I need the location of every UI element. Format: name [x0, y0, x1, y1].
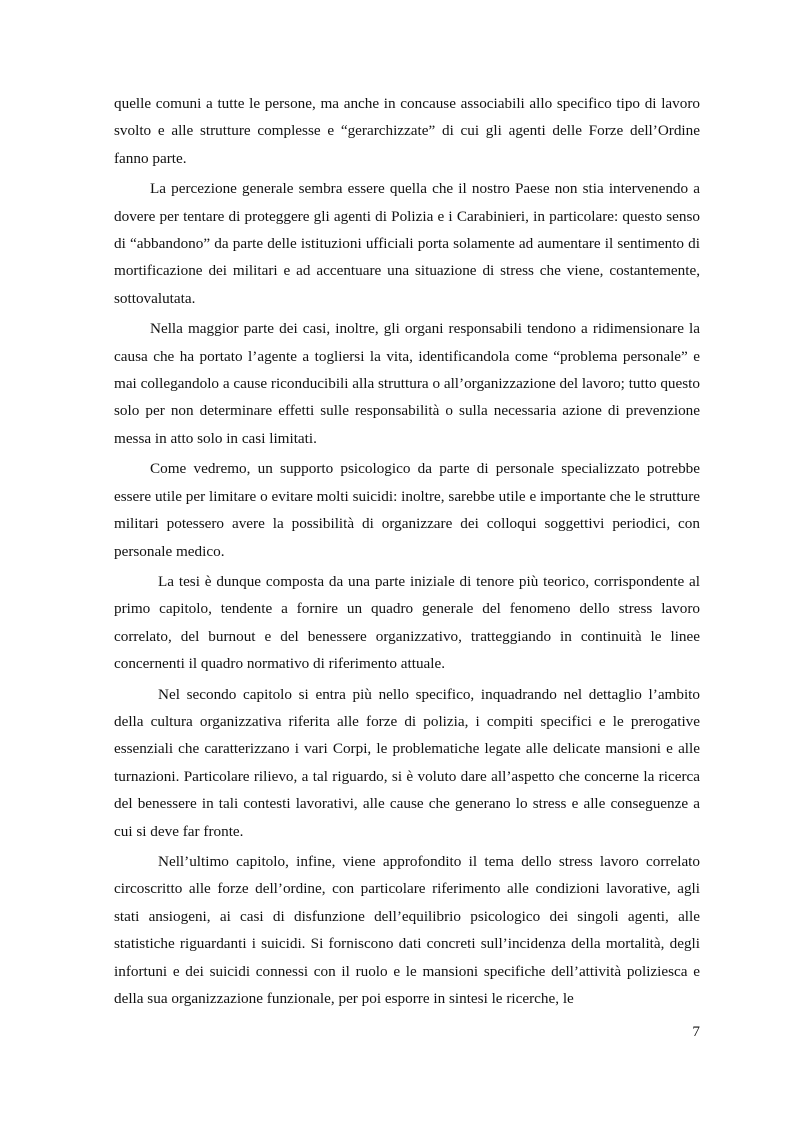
- body-text: [114, 90, 700, 1015]
- paragraph-ultimo-capitolo: Nell’ultimo capitolo, infine, viene approfondito il tema dello stress lavoro correlato circoscritto alle forze dell’ordine, con particolare riferimento alle condizioni lavorative, agli stati ansiogeni, ai casi di disfunzione dell’equilibrio psicologico dei singoli agenti, alle statistiche riguardanti i suicidi. Si forniscono dati concreti sull’incidenza della mortalità, degli infortuni e dei suicidi connessi con il ruolo e le mansioni specifiche dell’attività poliziesca e della sua organizzazione funzionale, per poi esporre in sintesi le ricerche, le: [114, 852, 700, 1007]
- paragraph-percezione: La percezione generale sembra essere quella che il nostro Paese non stia intervenendo a dovere per tentare di proteggere gli agenti di Polizia e i Carabinieri, in particolare: questo senso di “abbandono” da parte delle istituzioni ufficiali porta solamente ad aumentare il sentimento di mortificazione dei militari e ad accentuare una situazione di stress che viene, costantemente, sottovalutata.: [114, 180, 700, 307]
- paragraph-primo-capitolo: La tesi è dunque composta da una parte iniziale di tenore più teorico, corrispondente al primo capitolo, tendente a fornire un quadro generale del fenomeno dello stress lavoro correlato, del burnout e del benessere organizzativo, tratteggiando in continuità le linee concernenti il quadro normativo di riferimento attuale.: [114, 572, 700, 673]
- paragraph-secondo-capitolo: Nel secondo capitolo si entra più nello specifico, inquadrando nel dettaglio l’ambito della cultura organizzativa riferita alle forze di polizia, i compiti specifici e le prerogative essenziali che caratterizzano i vari Corpi, le problematiche legate alle delicate mansioni e alle turnazioni. Particolare rilievo, a tal riguardo, si è voluto dare all’aspetto che concerne la ricerca del benessere in tali contesti lavorativi, alle cause che generano lo stress e alle conseguenze a cui si deve far fronte.: [114, 685, 700, 840]
- page-number: 7: [692, 1023, 700, 1040]
- paragraph-supporto-psicologico: Come vedremo, un supporto psicologico da parte di personale specializzato potrebbe essere utile per limitare o evitare molti suicidi: inoltre, sarebbe utile e importante che le strutture militari potessero avere la possibilità di organizzare dei colloqui soggettivi periodici, con personale medico.: [114, 460, 700, 560]
- paragraph-continuation: quelle comuni a tutte le persone, ma anche in concause associabili allo specifico tipo di lavoro svolto e alle strutture complesse e “gerarchizzate” di cui gli agenti delle Forze dell’Ordine fanno parte.: [114, 95, 700, 167]
- paragraph-organi-responsabili: Nella maggior parte dei casi, inoltre, gli organi responsabili tendono a ridimensionare la causa che ha portato l’agente a togliersi la vita, identificandola come “problema personale” e mai collegandolo a cause riconducibili alla struttura o all’organizzazione del lavoro; tutto questo solo per non determinare effetti sulle responsabilità o sulla necessaria azione di prevenzione messa in atto solo in casi limitati.: [114, 320, 700, 447]
